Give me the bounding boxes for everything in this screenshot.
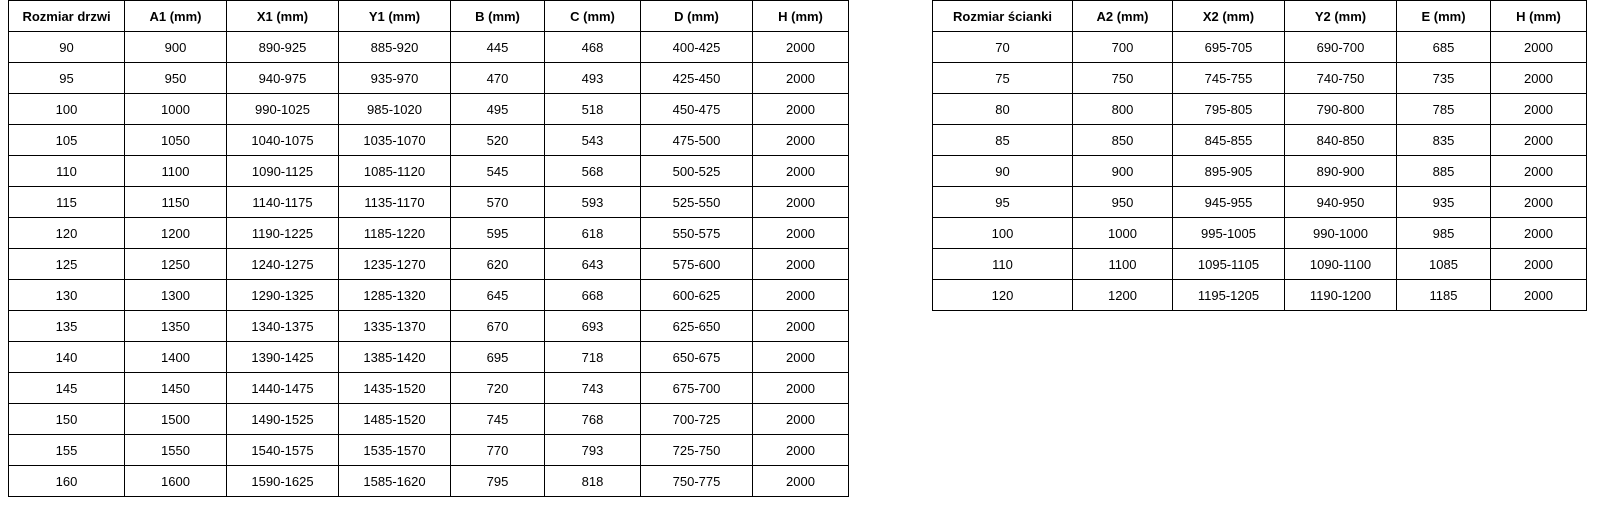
table-cell: 2000 <box>753 63 849 94</box>
table-cell: 130 <box>9 280 125 311</box>
table-cell: 750-775 <box>641 466 753 497</box>
table-cell: 595 <box>451 218 545 249</box>
column-header: H (mm) <box>1491 1 1587 32</box>
table-cell: 1085-1120 <box>339 156 451 187</box>
table-row <box>9 435 849 466</box>
table-cell: 1140-1175 <box>227 187 339 218</box>
table-cell: 500-525 <box>641 156 753 187</box>
table-cell: 2000 <box>753 125 849 156</box>
table-row <box>933 218 1587 249</box>
table-cell: 940-975 <box>227 63 339 94</box>
table-cell: 145 <box>9 373 125 404</box>
doors-dimension-table-container <box>8 0 849 497</box>
table-cell: 1090-1125 <box>227 156 339 187</box>
table-cell: 718 <box>545 342 641 373</box>
table-cell: 1250 <box>125 249 227 280</box>
table-cell: 785 <box>1397 94 1491 125</box>
table-cell: 945-955 <box>1173 187 1285 218</box>
table-cell: 2000 <box>753 280 849 311</box>
table-cell: 575-600 <box>641 249 753 280</box>
table-cell: 1135-1170 <box>339 187 451 218</box>
table-cell: 885 <box>1397 156 1491 187</box>
table-cell: 475-500 <box>641 125 753 156</box>
table-cell: 1390-1425 <box>227 342 339 373</box>
table-cell: 768 <box>545 404 641 435</box>
table-cell: 800 <box>1073 94 1173 125</box>
table-cell: 2000 <box>1491 187 1587 218</box>
table-row <box>9 280 849 311</box>
table-cell: 740-750 <box>1285 63 1397 94</box>
table-cell: 1590-1625 <box>227 466 339 497</box>
table-cell: 2000 <box>1491 125 1587 156</box>
table-row <box>933 32 1587 63</box>
table-cell: 2000 <box>753 466 849 497</box>
table-cell: 95 <box>933 187 1073 218</box>
table-cell: 2000 <box>753 32 849 63</box>
table-cell: 545 <box>451 156 545 187</box>
table-cell: 670 <box>451 311 545 342</box>
table-cell: 795 <box>451 466 545 497</box>
table-cell: 450-475 <box>641 94 753 125</box>
table-row <box>9 94 849 125</box>
table-cell: 935 <box>1397 187 1491 218</box>
table-cell: 1100 <box>1073 249 1173 280</box>
table-cell: 695 <box>451 342 545 373</box>
table-row <box>9 63 849 94</box>
table-cell: 950 <box>1073 187 1173 218</box>
table-cell: 140 <box>9 342 125 373</box>
table-cell: 835 <box>1397 125 1491 156</box>
table-cell: 620 <box>451 249 545 280</box>
table-cell: 1185-1220 <box>339 218 451 249</box>
table-cell: 1490-1525 <box>227 404 339 435</box>
column-header: C (mm) <box>545 1 641 32</box>
table-cell: 850 <box>1073 125 1173 156</box>
table-cell: 1195-1205 <box>1173 280 1285 311</box>
table-cell: 990-1000 <box>1285 218 1397 249</box>
table-row <box>933 156 1587 187</box>
table-row <box>933 94 1587 125</box>
table-cell: 690-700 <box>1285 32 1397 63</box>
table-cell: 90 <box>9 32 125 63</box>
table-cell: 1000 <box>125 94 227 125</box>
table-cell: 543 <box>545 125 641 156</box>
table-cell: 2000 <box>1491 280 1587 311</box>
table-cell: 1235-1270 <box>339 249 451 280</box>
table-cell: 2000 <box>1491 156 1587 187</box>
table-cell: 845-855 <box>1173 125 1285 156</box>
table-cell: 425-450 <box>641 63 753 94</box>
table-header-row <box>933 1 1587 32</box>
table-cell: 720 <box>451 373 545 404</box>
table-cell: 2000 <box>1491 94 1587 125</box>
table-cell: 770 <box>451 435 545 466</box>
table-cell: 818 <box>545 466 641 497</box>
table-cell: 470 <box>451 63 545 94</box>
column-header: A1 (mm) <box>125 1 227 32</box>
table-row <box>9 249 849 280</box>
column-header: X2 (mm) <box>1173 1 1285 32</box>
table-cell: 2000 <box>753 94 849 125</box>
table-cell: 2000 <box>753 435 849 466</box>
table-cell: 593 <box>545 187 641 218</box>
table-cell: 2000 <box>753 187 849 218</box>
table-row <box>933 63 1587 94</box>
table-cell: 1185 <box>1397 280 1491 311</box>
table-cell: 840-850 <box>1285 125 1397 156</box>
table-cell: 1340-1375 <box>227 311 339 342</box>
table-cell: 895-905 <box>1173 156 1285 187</box>
table-cell: 1440-1475 <box>227 373 339 404</box>
table-cell: 1585-1620 <box>339 466 451 497</box>
table-cell: 120 <box>933 280 1073 311</box>
table-cell: 105 <box>9 125 125 156</box>
table-cell: 100 <box>9 94 125 125</box>
table-cell: 725-750 <box>641 435 753 466</box>
table-cell: 1285-1320 <box>339 280 451 311</box>
table-cell: 1000 <box>1073 218 1173 249</box>
table-cell: 95 <box>9 63 125 94</box>
table-cell: 700 <box>1073 32 1173 63</box>
column-header: Y2 (mm) <box>1285 1 1397 32</box>
table-row <box>933 125 1587 156</box>
table-cell: 115 <box>9 187 125 218</box>
table-cell: 2000 <box>753 249 849 280</box>
table-cell: 518 <box>545 94 641 125</box>
table-cell: 90 <box>933 156 1073 187</box>
column-header: Y1 (mm) <box>339 1 451 32</box>
table-cell: 1190-1225 <box>227 218 339 249</box>
table-cell: 940-950 <box>1285 187 1397 218</box>
table-cell: 950 <box>125 63 227 94</box>
table-cell: 1035-1070 <box>339 125 451 156</box>
table-row <box>9 342 849 373</box>
column-header: H (mm) <box>753 1 849 32</box>
walls-dimension-table <box>932 0 1587 311</box>
table-header-row <box>9 1 849 32</box>
table-cell: 650-675 <box>641 342 753 373</box>
walls-table-body <box>933 32 1587 311</box>
table-cell: 2000 <box>1491 218 1587 249</box>
column-header: Rozmiar ścianki <box>933 1 1073 32</box>
table-cell: 520 <box>451 125 545 156</box>
table-cell: 1385-1420 <box>339 342 451 373</box>
table-cell: 80 <box>933 94 1073 125</box>
table-cell: 70 <box>933 32 1073 63</box>
table-cell: 1600 <box>125 466 227 497</box>
table-cell: 745 <box>451 404 545 435</box>
table-cell: 685 <box>1397 32 1491 63</box>
table-cell: 1150 <box>125 187 227 218</box>
column-header: D (mm) <box>641 1 753 32</box>
table-cell: 1485-1520 <box>339 404 451 435</box>
table-cell: 1450 <box>125 373 227 404</box>
table-cell: 890-900 <box>1285 156 1397 187</box>
table-cell: 900 <box>1073 156 1173 187</box>
table-cell: 985 <box>1397 218 1491 249</box>
table-row <box>9 218 849 249</box>
table-cell: 110 <box>9 156 125 187</box>
table-cell: 935-970 <box>339 63 451 94</box>
table-cell: 1240-1275 <box>227 249 339 280</box>
table-cell: 1190-1200 <box>1285 280 1397 311</box>
table-cell: 625-650 <box>641 311 753 342</box>
table-cell: 675-700 <box>641 373 753 404</box>
table-cell: 155 <box>9 435 125 466</box>
table-cell: 2000 <box>753 218 849 249</box>
table-cell: 125 <box>9 249 125 280</box>
table-cell: 700-725 <box>641 404 753 435</box>
table-cell: 120 <box>9 218 125 249</box>
table-cell: 495 <box>451 94 545 125</box>
table-cell: 1085 <box>1397 249 1491 280</box>
table-cell: 750 <box>1073 63 1173 94</box>
table-cell: 568 <box>545 156 641 187</box>
column-header: A2 (mm) <box>1073 1 1173 32</box>
table-cell: 2000 <box>753 404 849 435</box>
table-cell: 743 <box>545 373 641 404</box>
table-cell: 1100 <box>125 156 227 187</box>
walls-dimension-table-container <box>932 0 1587 311</box>
table-cell: 85 <box>933 125 1073 156</box>
table-cell: 1435-1520 <box>339 373 451 404</box>
table-cell: 525-550 <box>641 187 753 218</box>
table-cell: 135 <box>9 311 125 342</box>
table-cell: 1500 <box>125 404 227 435</box>
column-header: Rozmiar drzwi <box>9 1 125 32</box>
table-row <box>9 125 849 156</box>
table-cell: 643 <box>545 249 641 280</box>
table-cell: 618 <box>545 218 641 249</box>
table-cell: 1200 <box>125 218 227 249</box>
column-header: X1 (mm) <box>227 1 339 32</box>
table-row <box>9 311 849 342</box>
walls-table-header <box>933 1 1587 32</box>
table-cell: 900 <box>125 32 227 63</box>
table-cell: 985-1020 <box>339 94 451 125</box>
table-cell: 695-705 <box>1173 32 1285 63</box>
table-cell: 600-625 <box>641 280 753 311</box>
table-cell: 150 <box>9 404 125 435</box>
table-cell: 1095-1105 <box>1173 249 1285 280</box>
table-row <box>933 187 1587 218</box>
table-cell: 793 <box>545 435 641 466</box>
table-cell: 1540-1575 <box>227 435 339 466</box>
column-header: E (mm) <box>1397 1 1491 32</box>
table-cell: 2000 <box>1491 249 1587 280</box>
table-cell: 668 <box>545 280 641 311</box>
table-cell: 1535-1570 <box>339 435 451 466</box>
table-cell: 1335-1370 <box>339 311 451 342</box>
table-cell: 550-575 <box>641 218 753 249</box>
table-row <box>9 466 849 497</box>
table-cell: 735 <box>1397 63 1491 94</box>
table-cell: 693 <box>545 311 641 342</box>
table-cell: 885-920 <box>339 32 451 63</box>
table-cell: 1200 <box>1073 280 1173 311</box>
table-cell: 2000 <box>1491 32 1587 63</box>
doors-table-header <box>9 1 849 32</box>
table-cell: 990-1025 <box>227 94 339 125</box>
table-cell: 1350 <box>125 311 227 342</box>
table-cell: 1550 <box>125 435 227 466</box>
table-cell: 645 <box>451 280 545 311</box>
table-cell: 493 <box>545 63 641 94</box>
table-cell: 745-755 <box>1173 63 1285 94</box>
table-cell: 400-425 <box>641 32 753 63</box>
table-cell: 1400 <box>125 342 227 373</box>
table-cell: 1300 <box>125 280 227 311</box>
table-cell: 1050 <box>125 125 227 156</box>
table-cell: 2000 <box>753 311 849 342</box>
table-row <box>9 32 849 63</box>
table-cell: 2000 <box>753 156 849 187</box>
table-cell: 1290-1325 <box>227 280 339 311</box>
table-cell: 2000 <box>753 342 849 373</box>
table-cell: 110 <box>933 249 1073 280</box>
table-cell: 795-805 <box>1173 94 1285 125</box>
table-cell: 1090-1100 <box>1285 249 1397 280</box>
table-row <box>9 404 849 435</box>
doors-table-body <box>9 32 849 497</box>
table-cell: 2000 <box>1491 63 1587 94</box>
table-row <box>9 156 849 187</box>
table-cell: 1040-1075 <box>227 125 339 156</box>
table-cell: 445 <box>451 32 545 63</box>
table-cell: 570 <box>451 187 545 218</box>
table-cell: 468 <box>545 32 641 63</box>
table-row <box>933 280 1587 311</box>
table-cell: 2000 <box>753 373 849 404</box>
table-row <box>9 373 849 404</box>
table-cell: 995-1005 <box>1173 218 1285 249</box>
column-header: B (mm) <box>451 1 545 32</box>
table-cell: 790-800 <box>1285 94 1397 125</box>
table-row <box>9 187 849 218</box>
doors-dimension-table <box>8 0 849 497</box>
table-cell: 75 <box>933 63 1073 94</box>
table-row <box>933 249 1587 280</box>
table-cell: 100 <box>933 218 1073 249</box>
table-cell: 160 <box>9 466 125 497</box>
table-cell: 890-925 <box>227 32 339 63</box>
